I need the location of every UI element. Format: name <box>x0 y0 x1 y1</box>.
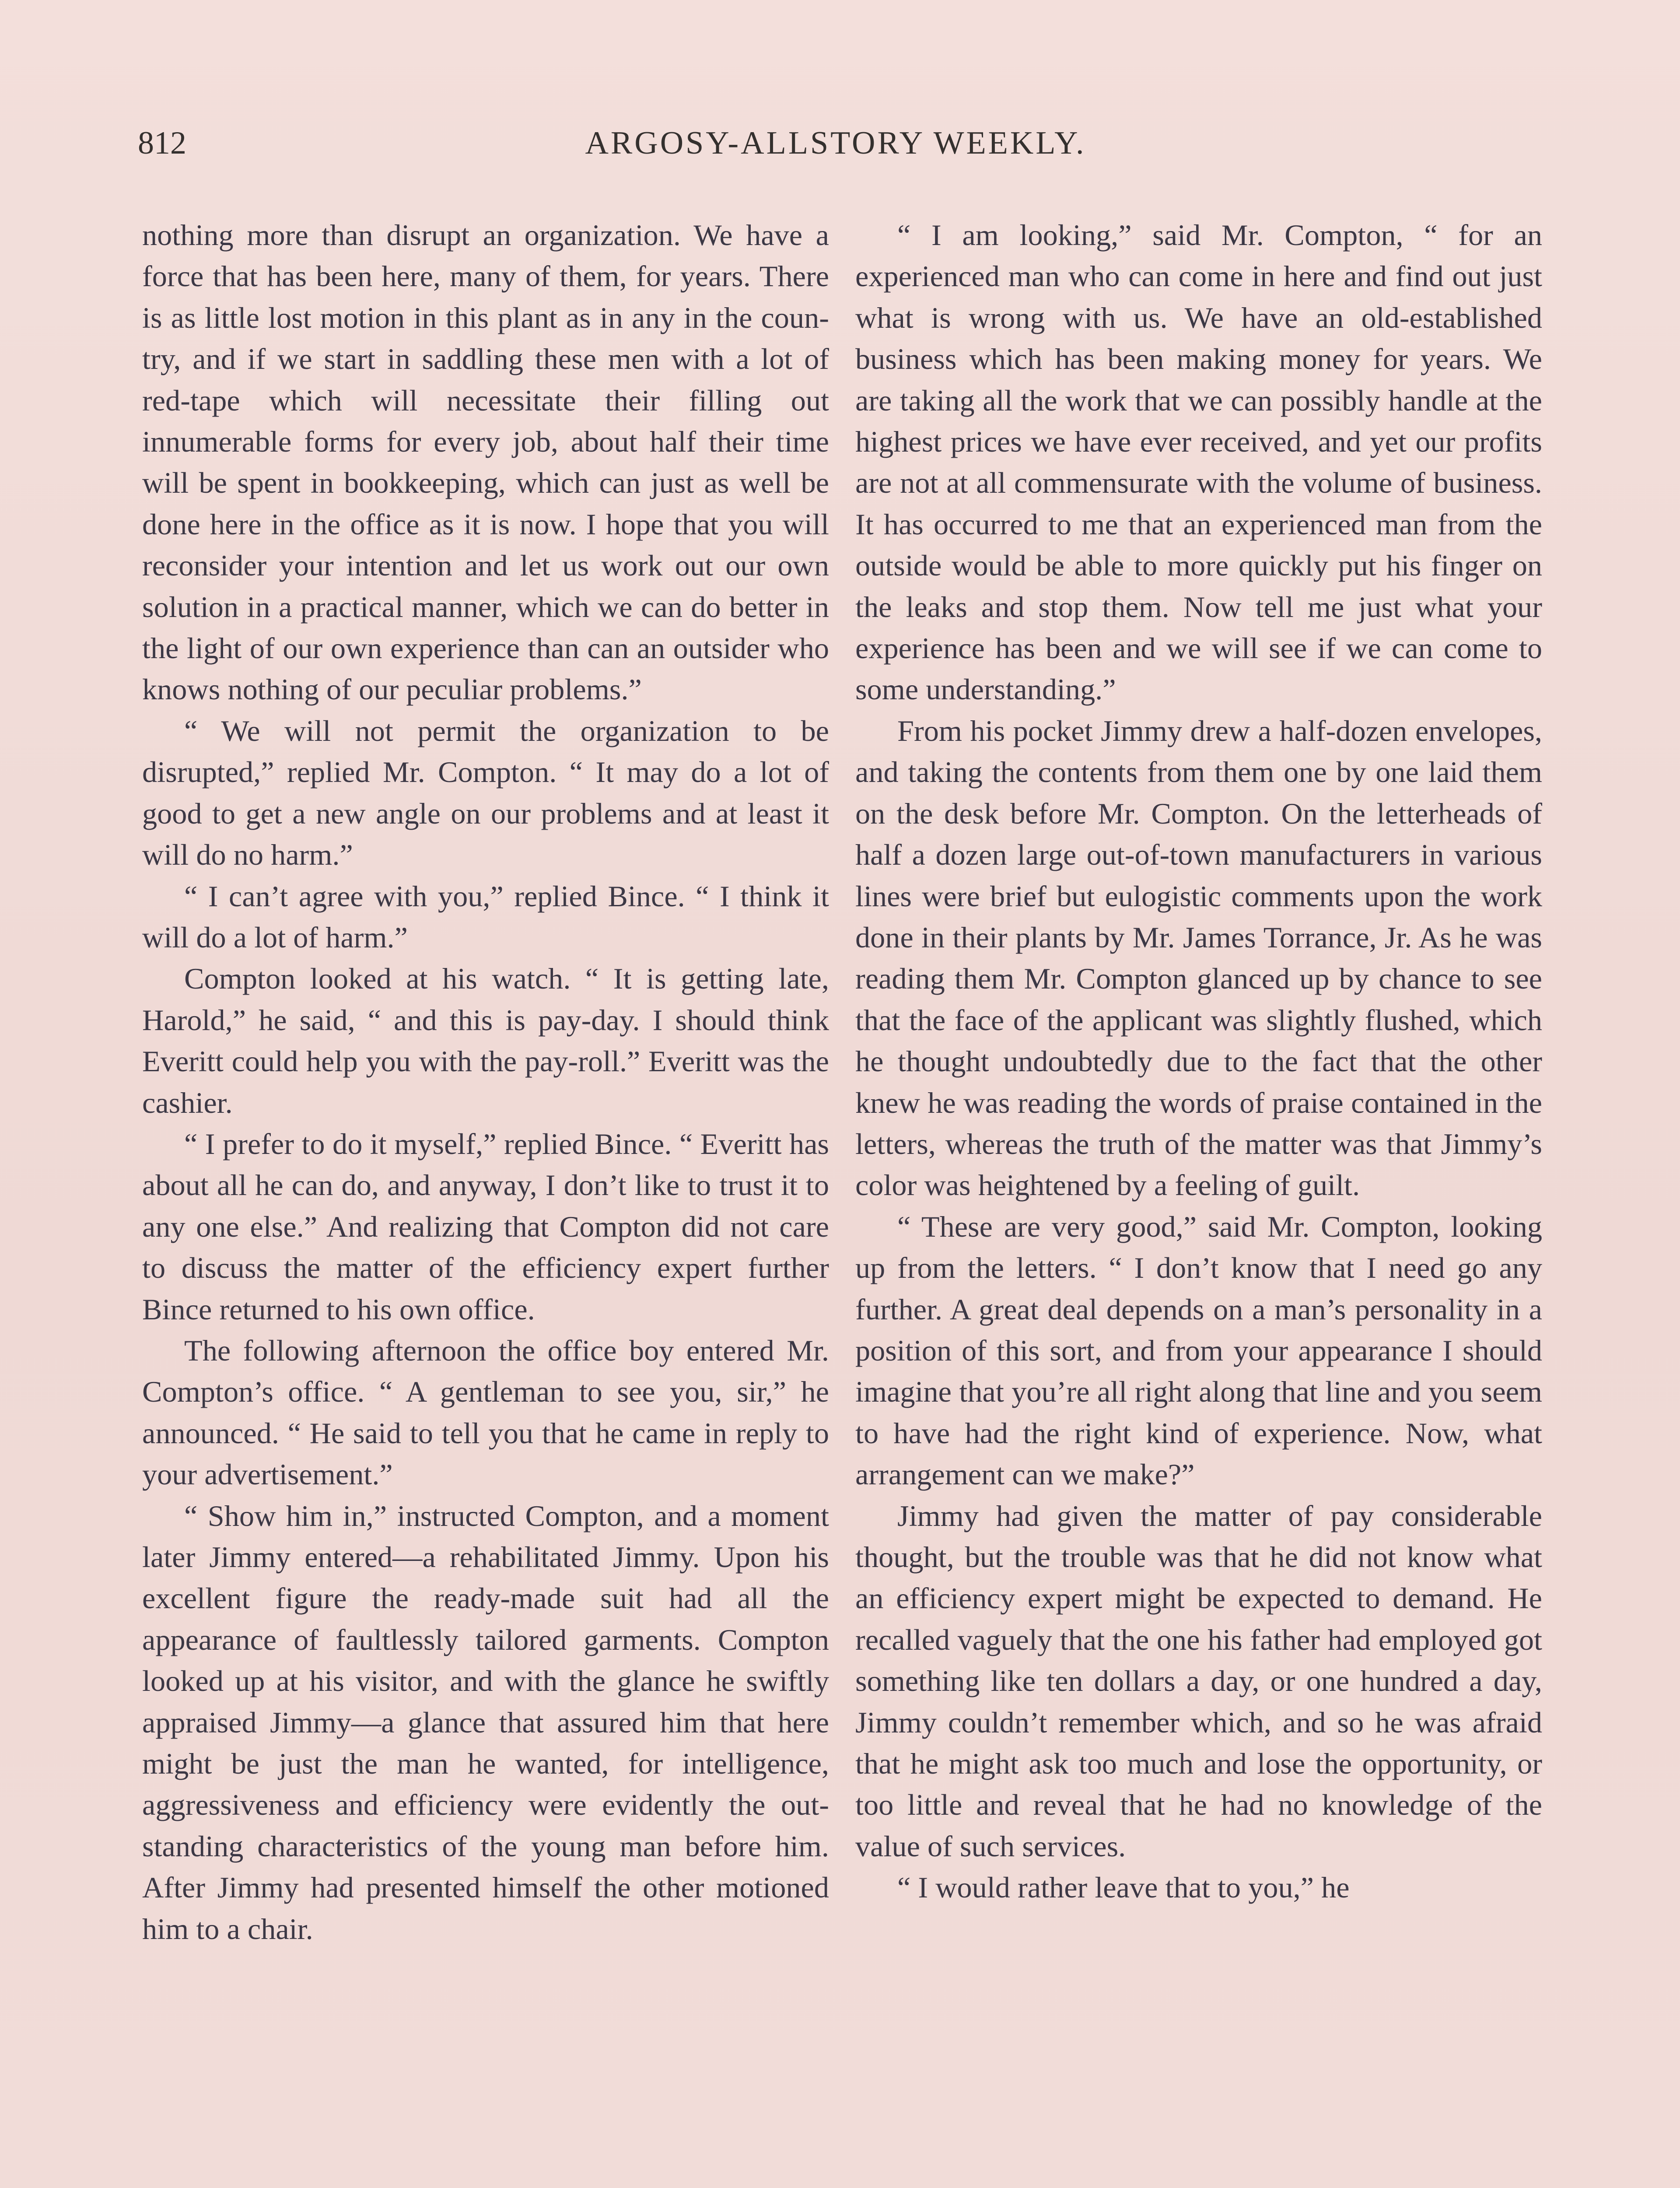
paragraph: “ I prefer to do it myself,” replied Bince. “ Everitt has about all he can do, and anyway, I don’t like to trust it to any one else.” And realizing that Compton did not care to discuss the matter of the efficiency expert further Bince returned to his own office. <box>142 1127 829 1326</box>
paragraph: “ I can’t agree with you,” replied Bince. “ I think it will do a lot of harm.” <box>142 879 829 954</box>
paragraph: “ I would rather leave that to you,” he <box>897 1871 1350 1904</box>
right-column <box>855 214 1542 1908</box>
paragraph: nothing more than disrupt an organization. We have a force that has been here, many of them, for years. There is as little lost motion in this plant as in any in the country, and if we start in saddling these men with a lot of red-tape which will necessitate their filling out innumerable forms for every job, about half their time will be spent in bookkeeping, which can just as well be done here in the office as it is now. I hope that you will reconsider your intention and let us work out our own solution in a practical manner, which we can do better in the light of our own experience than can an outsider who knows nothing of our peculiar problems.” <box>142 218 829 706</box>
paragraph: Jimmy had given the matter of pay considerable thought, but the trouble was that he did not know what an efficiency expert might be expected to demand. He recalled vaguely that the one his father had employed got something like ten dollars a day, or one hundred a day, Jimmy couldn’t remember which, and so he was afraid that he might ask too much and lose the opportunity, or too little and reveal that he had no knowledge of the value of such services. <box>855 1499 1542 1863</box>
paragraph: “ I am looking,” said Mr. Compton, “ for an experienced man who can come in here and find out just what is wrong with us. We have an old-established business which has been making money for years. We are taking all the work that we can possibly handle at the highest prices we have ever received, and yet our profits are not at all commensurate with the volume of business. It has occurred to me that an experienced man from the outside would be able to more quickly put his finger on the leaks and stop them. Now tell me just what your experience has been and we will see if we can come to some understanding.” <box>855 218 1542 706</box>
paragraph: The following afternoon the office boy entered Mr. Compton’s office. “ A gentleman to see you, sir,” he announced. “ He said to tell you that he came in reply to your advertisement.” <box>142 1333 829 1491</box>
page-header <box>138 125 1533 186</box>
page-number: 812 <box>138 125 186 161</box>
paragraph: “ Show him in,” instructed Compton, and a moment later Jimmy entered—a rehabilitated Jimmy. Upon his excellent figure the ready-made suit had all the appearance of faultlessly tailored garments. Compton looked up at his visitor, and with the glance he swiftly appraised Jimmy—a glance that assured him that here might be just the man he wanted, for intelligence, aggressiveness and efficiency were evidently the outstanding characteristics of the young man before him. After Jimmy had presented himself the other motioned him to a chair. <box>142 1499 829 1946</box>
paragraph: From his pocket Jimmy drew a half-dozen envelopes, and taking the contents from them one by one laid them on the desk before Mr. Compton. On the letterheads of half a dozen large out-of-town manufacturers in various lines were brief but eulogistic comments upon the work done in their plants by Mr. James Torrance, Jr. As he was reading them Mr. Compton glanced up by chance to see that the face of the applicant was slightly flushed, which he thought undoubtedly due to the fact that the other knew he was reading the words of praise contained in the letters, whereas the truth of the matter was that Jimmy’s color was heightened by a feeling of guilt. <box>855 714 1542 1202</box>
paragraph: Compton looked at his watch. “ It is getting late, Harold,” he said, “ and this is pay-day. I should think Everitt could help you with the pay-roll.” Everitt was the cashier. <box>142 962 829 1119</box>
paragraph: “ These are very good,” said Mr. Compton, looking up from the letters. “ I don’t know that I need go any further. A great deal depends on a man’s personality in a position of this sort, and from your appearance I should imagine that you’re all right along that line and you seem to have had the right kind of experience. Now, what arrangement can we make?” <box>855 1210 1542 1491</box>
paragraph: “ We will not permit the organization to be disrupted,” replied Mr. Compton. “ It may do a lot of good to get a new angle on our problems and at least it will do no harm.” <box>142 714 829 872</box>
left-column <box>142 214 829 1950</box>
running-title: ARGOSY-ALLSTORY WEEKLY. <box>585 125 1086 161</box>
